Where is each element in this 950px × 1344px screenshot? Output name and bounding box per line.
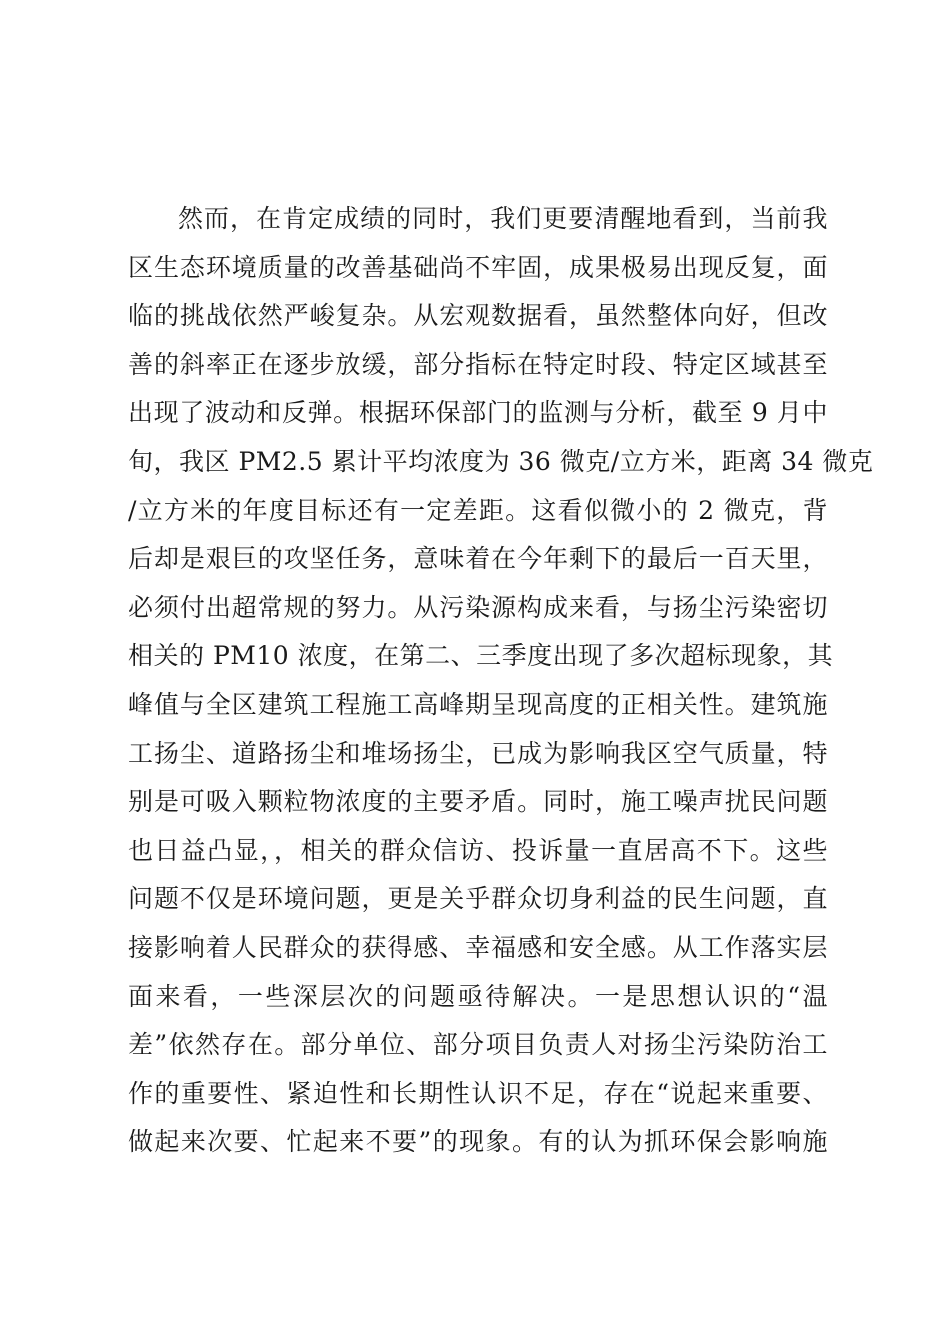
paragraph-line: /立方米的年度目标还有一定差距。这看似微小的 2 微克，背 bbox=[128, 495, 828, 525]
paragraph-line: 善的斜率正在逐步放缓，部分指标在特定时段、特定区域甚至 bbox=[128, 349, 828, 379]
paragraph-line: 做起来次要、忙起来不要”的现象。有的认为抓环保会影响施 bbox=[128, 1127, 828, 1157]
paragraph-line: 后却是艰巨的攻坚任务，意味着在今年剩下的最后一百天里， bbox=[128, 544, 828, 574]
paragraph-line: 差”依然存在。部分单位、部分项目负责人对扬尘污染防治工 bbox=[128, 1030, 828, 1060]
paragraph-line: 峰值与全区建筑工程施工高峰期呈现高度的正相关性。建筑施 bbox=[128, 689, 828, 719]
body-paragraph bbox=[128, 195, 874, 1167]
paragraph-line: 接影响着人民群众的获得感、幸福感和安全感。从工作落实层 bbox=[128, 932, 828, 962]
paragraph-line: 相关的 PM10 浓度，在第二、三季度出现了多次超标现象，其 bbox=[128, 641, 834, 671]
paragraph-line: 面来看，一些深层次的问题亟待解决。一是思想认识的“温 bbox=[128, 981, 828, 1011]
paragraph-line: 也日益凸显，，相关的群众信访、投诉量一直居高不下。这些 bbox=[128, 835, 828, 865]
paragraph-line: 必须付出超常规的努力。从污染源构成来看，与扬尘污染密切 bbox=[128, 592, 828, 622]
paragraph-line: 别是可吸入颗粒物浓度的主要矛盾。同时，施工噪声扰民问题 bbox=[128, 787, 828, 817]
paragraph-line: 出现了波动和反弹。根据环保部门的监测与分析，截至 9 月中 bbox=[128, 398, 828, 428]
paragraph-line: 区生态环境质量的改善基础尚不牢固，成果极易出现反复，面 bbox=[128, 252, 828, 282]
paragraph-line: 临的挑战依然严峻复杂。从宏观数据看，虽然整体向好，但改 bbox=[128, 301, 828, 331]
paragraph-line: 然而，在肯定成绩的同时，我们更要清醒地看到，当前我 bbox=[178, 204, 828, 233]
paragraph-line: 作的重要性、紧迫性和长期性认识不足，存在“说起来重要、 bbox=[128, 1078, 828, 1108]
paragraph-line: 问题不仅是环境问题，更是关乎群众切身利益的民生问题，直 bbox=[128, 884, 828, 914]
paragraph-line: 旬，我区 PM2.5 累计平均浓度为 36 微克/立方米，距离 34 微克 bbox=[128, 446, 874, 476]
paragraph-line: 工扬尘、道路扬尘和堆场扬尘，已成为影响我区空气质量，特 bbox=[128, 738, 828, 768]
